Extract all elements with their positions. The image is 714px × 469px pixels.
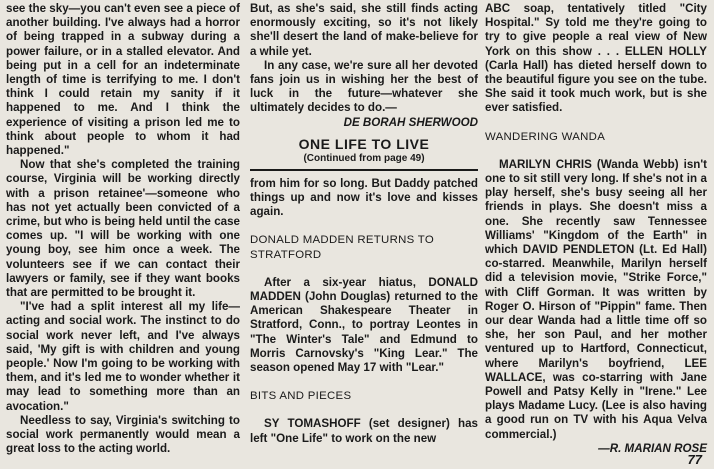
article-paragraph: In any case, we're sure all her devoted fans join us in wishing her the best of luck in the future—whatever she ultimately decides to do.— <box>250 58 478 115</box>
banner-subtitle: (Continued from page 49) <box>303 152 425 164</box>
article-paragraph: After a six-year hiatus, DONALD MADDEN (John Douglas) returned to the American Shakespeare Theater in Stratford, Conn., to portray Leontes in "The Winter's Tale" and Edmund to Morris Carnovsky's "King Lear." The season opened May 17 with "Lear." <box>250 275 478 375</box>
section-heading: BITS AND PIECES <box>250 390 352 403</box>
column-2 <box>250 2 478 446</box>
author-signature: —R. MARIAN ROSE <box>598 441 707 455</box>
article-paragraph: SY TOMASHOFF (set designer) has left "One Life" to work on the new <box>250 417 478 445</box>
article-paragraph: But, as she's said, she still finds acting enormously exciting, so it's not likely she'll desert the land of make-believe for a while yet. <box>250 2 478 58</box>
section-heading: DONALD MADDEN RETURNS TO STRATFORD <box>250 234 434 261</box>
article-paragraph: from him for so long. But Daddy patched things up and now it's love and kisses again. <box>250 176 478 219</box>
article-paragraph: MARILYN CHRIS (Wanda Webb) isn't one to sit still very long. If she's not in a play herself, she's busy seeing all her friends in plays. She doesn't miss a one. She recently saw Tennessee Williams' "Kingdom of the Earth" in which DAVID PENDLETON (Lt. Ed Hall) co-starred. Meanwhile, Marilyn herself did a television movie, "Strike Force," with Cliff Gorman. It was written by Roger O. Hirson of "Pippin" fame. Then our dear Wanda had a little time off so she, her son Paul, and her mother ventured up to Hartford, Connecticut, where Marilyn's boyfriend, LEE WALLACE, was co-starring with Jane Powell and Patsy Kelly in "Irene." Lee plays Madame Lucy. (Lee is also having a good run on TV with his Aqua Velva commercial.) <box>485 157 707 441</box>
author-signature: DE BORAH SHERWOOD <box>343 115 478 129</box>
article-paragraph: Needless to say, Virginia's switching to social work permanently would mean a great loss to the acting world. <box>6 413 240 456</box>
article-paragraph: see the sky—you can't even see a piece of another building. I've always had a horror of being trapped in a subway during a power failure, or in a stalled elevator. And being put in a cell for an indeterminate length of time is terrifying to me. I don't think I could retain my sanity if it happened to me. And I think the experience of visiting a prison led me to think about people to whom it had happened." <box>6 2 240 158</box>
article-paragraph: ABC soap, tentatively titled "City Hospital." Sy told me they're going to try to give people a real view of New York on this show . . . ELLEN HOLLY (Carla Hall) has dieted herself down to the beautiful figure you see on the tube. She said it took much work, but is she ever satisfied. <box>485 2 707 115</box>
banner-title: ONE LIFE TO LIVE <box>298 135 430 152</box>
column-banner <box>250 136 478 165</box>
banner-rule <box>250 169 478 171</box>
article-paragraph: "I've had a split interest all my life—acting and social work. The instinct to do social work never left, and I've always said, 'My gift is with children and young people.' Now I'm going to be working with them, and it's led me to wonder whether it may lead to something more than an avocation." <box>6 300 240 413</box>
column-3 <box>485 2 707 456</box>
section-heading: WANDERING WANDA <box>485 130 606 143</box>
column-1 <box>6 2 240 457</box>
page-number: 77 <box>687 452 702 467</box>
article-paragraph: Now that she's completed the training course, Virginia will be working directly with a prison retainee'—someone who has not yet actually been convicted of a crime, but who is being held until the case comes up. "I will be working with one young boy, see him once a week. The volunteers see if we can contact their lawyers or family, see if they want books that are permitted to be brought it. <box>6 158 240 300</box>
